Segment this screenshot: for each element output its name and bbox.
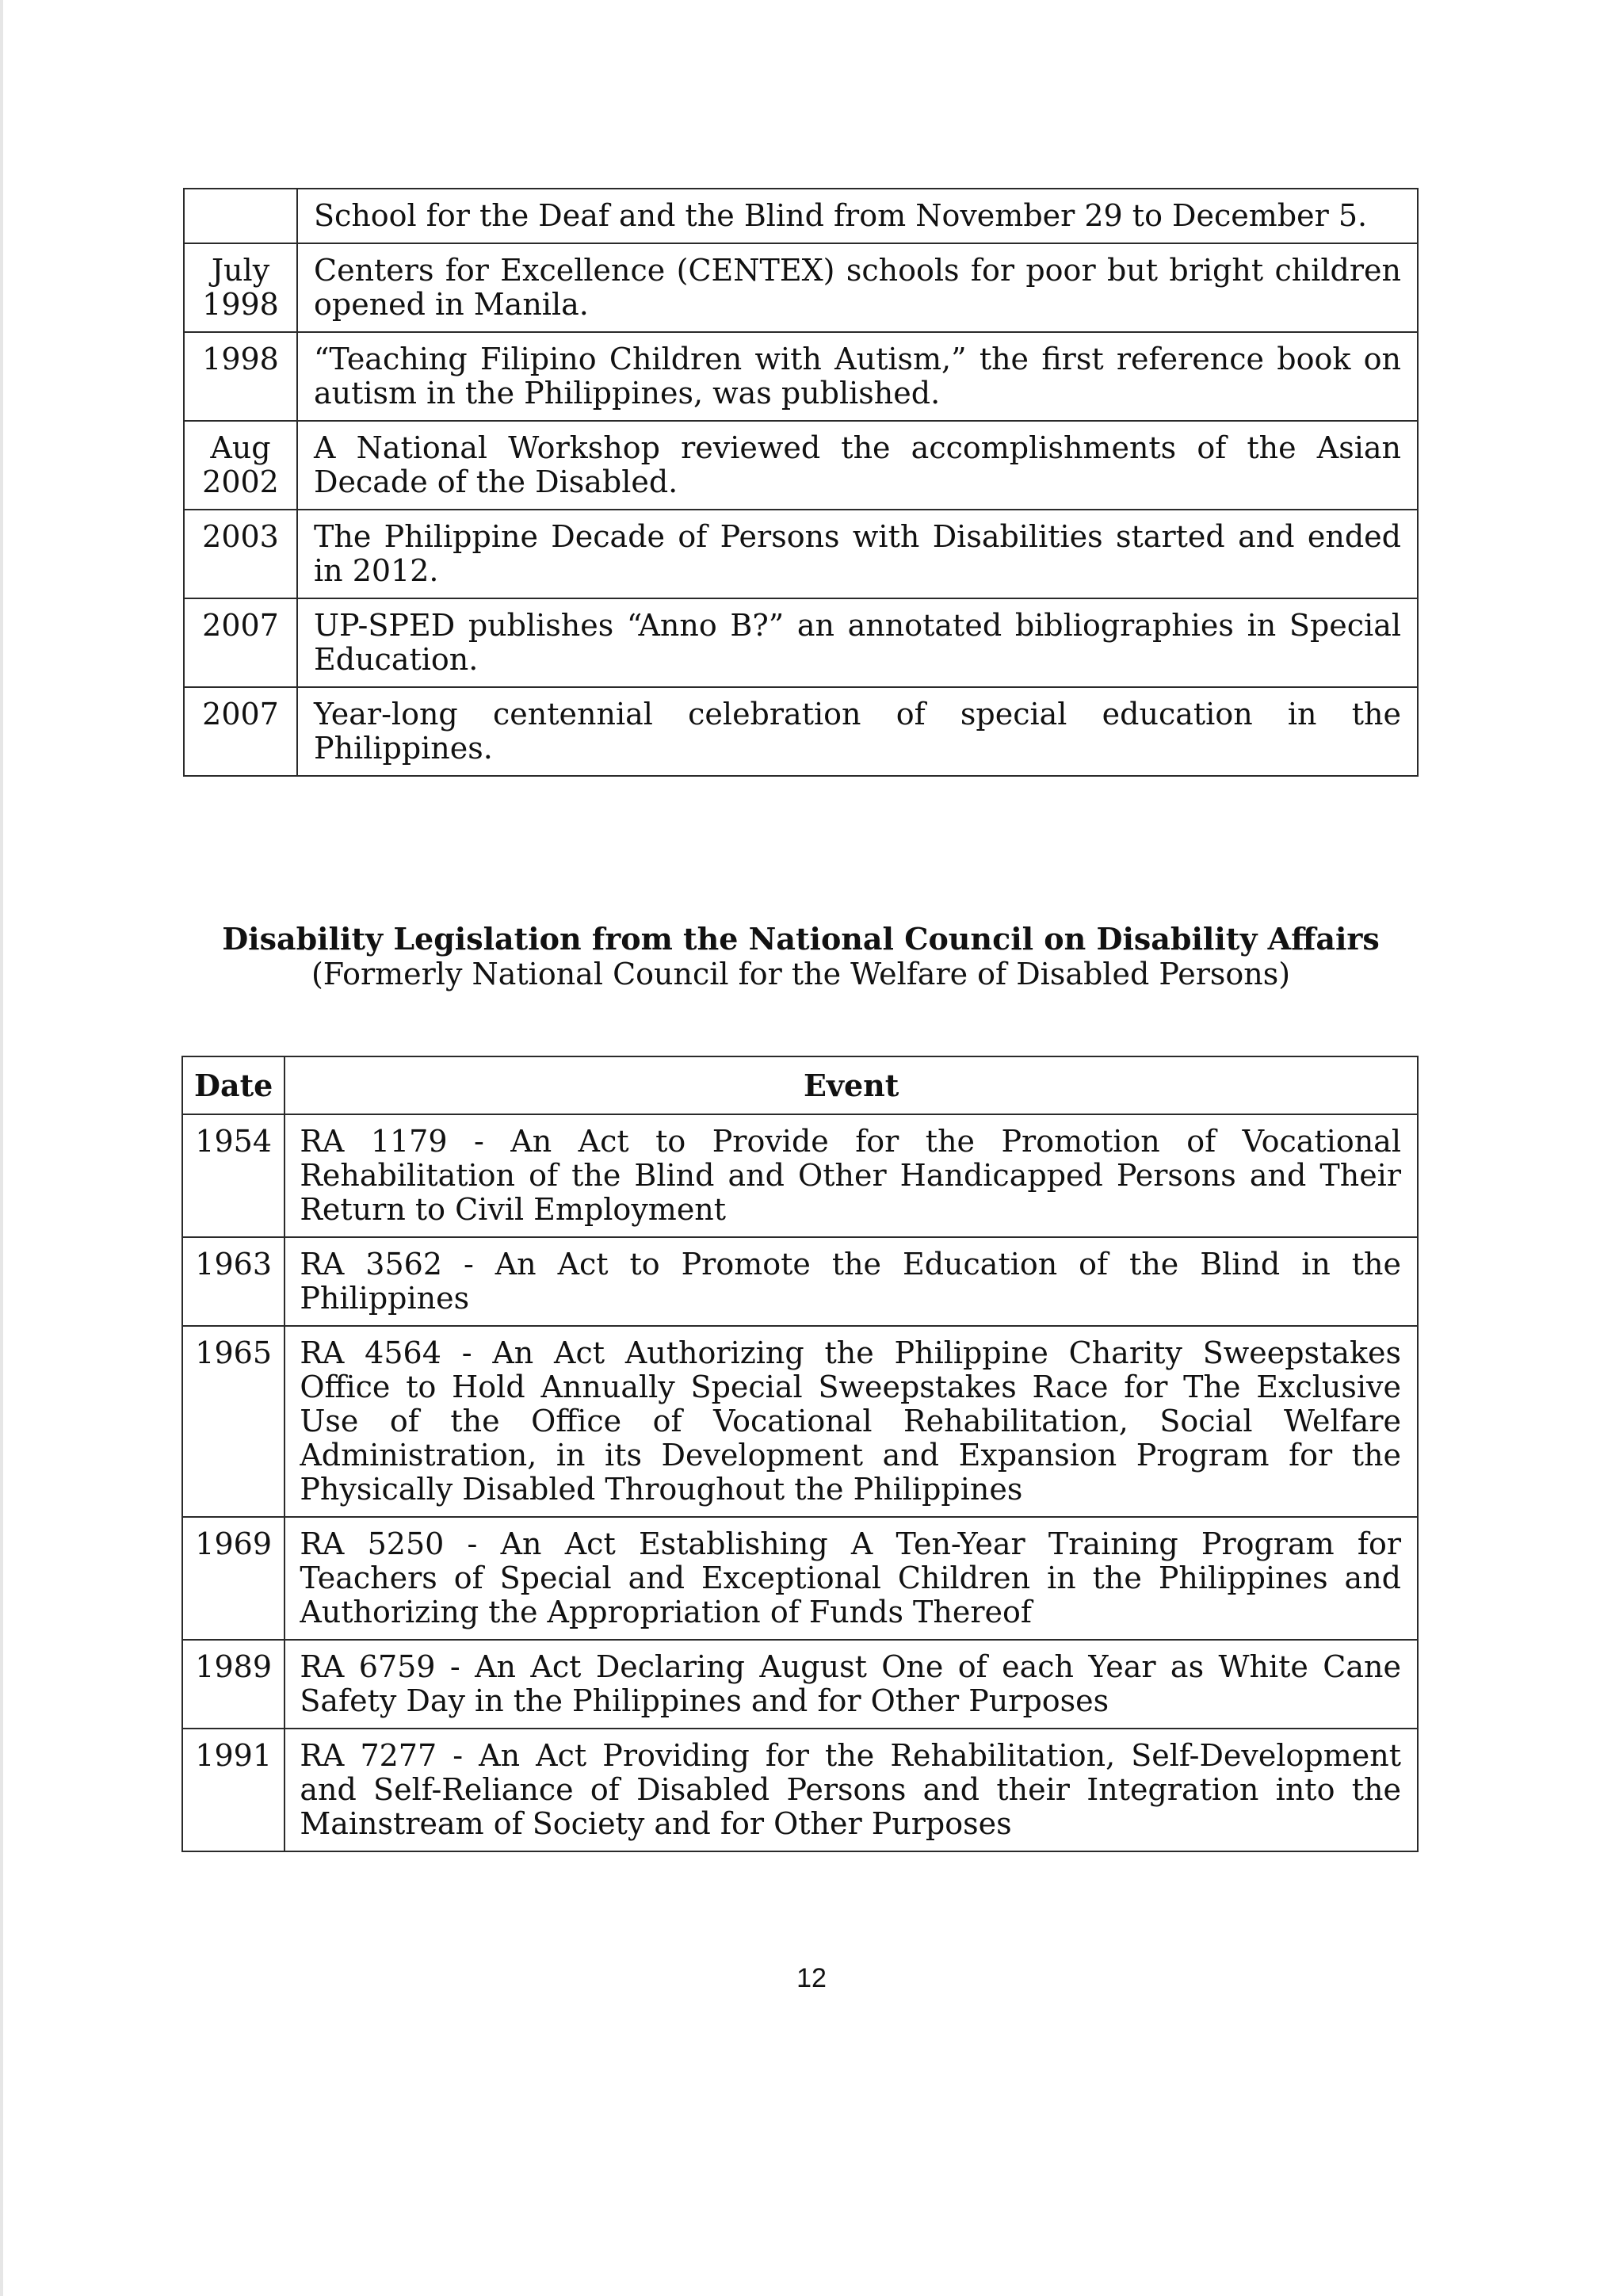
column-header-date: Date bbox=[182, 1056, 285, 1114]
date-cell: 1989 bbox=[182, 1640, 285, 1729]
section-title: Disability Legislation from the National Council on Disability Affairs bbox=[222, 921, 1380, 957]
section-subtitle: (Formerly National Council for the Welfare of Disabled Persons) bbox=[311, 957, 1291, 991]
event-cell: The Philippine Decade of Persons with Disabilities started and ended in 2012. bbox=[297, 510, 1418, 598]
event-cell: Centers for Excellence (CENTEX) schools for poor but bright children opened in Manila. bbox=[297, 243, 1418, 332]
table-row bbox=[182, 1237, 1418, 1326]
timeline-table bbox=[183, 188, 1419, 777]
table-row bbox=[184, 598, 1418, 687]
table-row bbox=[182, 1114, 1418, 1237]
event-cell: RA 1179 - An Act to Provide for the Promotion of Vocational Rehabilitation of the Blind and Other Handicapped Persons and Their Return to Civil Employment bbox=[285, 1114, 1418, 1237]
table-row bbox=[182, 1326, 1418, 1517]
date-year: 2002 bbox=[202, 464, 279, 499]
event-cell: School for the Deaf and the Blind from November 29 to December 5. bbox=[297, 189, 1418, 243]
column-header-event: Event bbox=[285, 1056, 1418, 1114]
table-row bbox=[182, 1517, 1418, 1640]
section-heading bbox=[183, 922, 1419, 991]
table-row bbox=[184, 510, 1418, 598]
event-cell: UP-SPED publishes “Anno B?” an annotated bibliographies in Special Education. bbox=[297, 598, 1418, 687]
date-year: 1998 bbox=[202, 287, 279, 322]
event-cell: RA 3562 - An Act to Promote the Education of the Blind in the Philippines bbox=[285, 1237, 1418, 1326]
page-edge bbox=[0, 0, 3, 2296]
table-row bbox=[182, 1729, 1418, 1851]
date-month: Aug bbox=[210, 430, 271, 465]
date-cell: 2007 bbox=[184, 598, 297, 687]
event-cell: A National Workshop reviewed the accomplishments of the Asian Decade of the Disabled. bbox=[297, 421, 1418, 510]
legislation-table bbox=[181, 1056, 1419, 1852]
event-cell: “Teaching Filipino Children with Autism,” the first reference book on autism in the Philippines, was published. bbox=[297, 332, 1418, 421]
event-cell: RA 6759 - An Act Declaring August One of each Year as White Cane Safety Day in the Philippines and for Other Purposes bbox=[285, 1640, 1418, 1729]
event-cell: RA 5250 - An Act Establishing A Ten-Year Training Program for Teachers of Special and Exceptional Children in the Philippines and Authorizing the Appropriation of Funds Thereof bbox=[285, 1517, 1418, 1640]
table-row bbox=[184, 332, 1418, 421]
date-cell: 2003 bbox=[184, 510, 297, 598]
table-row bbox=[184, 243, 1418, 332]
date-cell: 1991 bbox=[182, 1729, 285, 1851]
date-cell: 1963 bbox=[182, 1237, 285, 1326]
date-cell: 1998 bbox=[184, 332, 297, 421]
event-cell: RA 7277 - An Act Providing for the Rehabilitation, Self-Development and Self-Reliance of Disabled Persons and their Integration into the Mainstream of Society and for Other Purposes bbox=[285, 1729, 1418, 1851]
event-cell: Year-long centennial celebration of special education in the Philippines. bbox=[297, 687, 1418, 776]
date-month: July bbox=[211, 253, 270, 288]
date-cell: 2007 bbox=[184, 687, 297, 776]
page-number: 12 bbox=[796, 1963, 827, 1993]
table-row bbox=[182, 1640, 1418, 1729]
date-cell: 1954 bbox=[182, 1114, 285, 1237]
date-cell bbox=[184, 243, 297, 332]
table-row bbox=[184, 189, 1418, 243]
table-row bbox=[184, 421, 1418, 510]
date-cell: 1969 bbox=[182, 1517, 285, 1640]
table-row bbox=[184, 687, 1418, 776]
event-cell: RA 4564 - An Act Authorizing the Philippine Charity Sweepstakes Office to Hold Annually Special Sweepstakes Race for The Exclusive Use of the Office of Vocational Rehabilitation, Social Welfare Administration, in its Development and Expansion Program for the Physically Disabled Throughout the Philippines bbox=[285, 1326, 1418, 1517]
date-cell bbox=[184, 189, 297, 243]
date-cell: 1965 bbox=[182, 1326, 285, 1517]
table-header-row bbox=[182, 1056, 1418, 1114]
date-cell bbox=[184, 421, 297, 510]
